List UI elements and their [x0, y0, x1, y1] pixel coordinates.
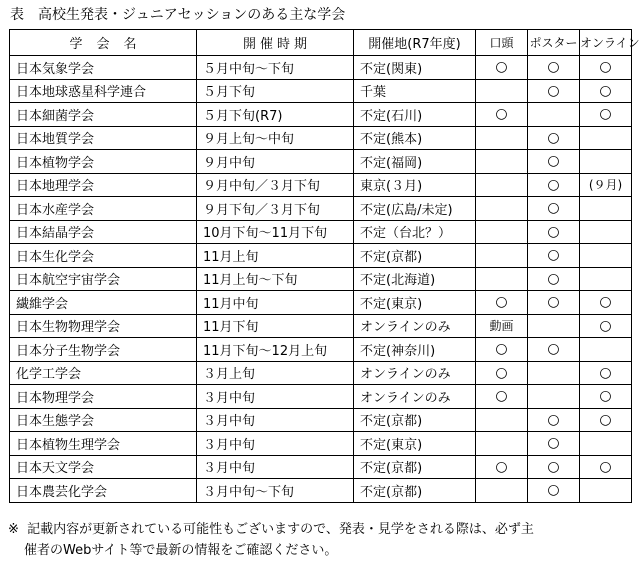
cell-place: 不定(東京)	[354, 291, 476, 315]
cell-place: 不定(京都)	[354, 479, 476, 503]
cell-poster	[528, 361, 580, 385]
cell-time: ３月中旬	[197, 408, 354, 432]
cell-name: 日本気象学会	[10, 56, 197, 80]
table-row	[10, 314, 632, 338]
cell-online: ○	[580, 314, 632, 338]
table-row	[10, 220, 632, 244]
table-row	[10, 126, 632, 150]
cell-online	[580, 244, 632, 268]
cell-poster: ○	[528, 244, 580, 268]
cell-online	[580, 197, 632, 221]
cell-online: ○	[580, 291, 632, 315]
cell-oral: ○	[476, 338, 528, 362]
table-row	[10, 479, 632, 503]
cell-online: ○	[580, 455, 632, 479]
cell-time: ５月下旬	[197, 79, 354, 103]
table-row	[10, 338, 632, 362]
cell-place: 不定(京都)	[354, 455, 476, 479]
column-header-poster: ポスター	[528, 30, 580, 56]
cell-time: 11月中旬	[197, 291, 354, 315]
cell-poster: ○	[528, 338, 580, 362]
cell-name: 繊維学会	[10, 291, 197, 315]
cell-oral	[476, 197, 528, 221]
cell-place: 不定(福岡)	[354, 150, 476, 174]
cell-time: ３月中旬～下旬	[197, 479, 354, 503]
table-header-row	[10, 30, 632, 56]
cell-name: 日本地理学会	[10, 173, 197, 197]
footnote-line-2: 催者のWebサイト等で最新の情報をご確認ください。	[24, 543, 338, 558]
column-header-place: 開催地(R7年度)	[354, 30, 476, 56]
cell-oral	[476, 408, 528, 432]
table-row	[10, 432, 632, 456]
cell-online	[580, 432, 632, 456]
cell-oral: ○	[476, 103, 528, 127]
cell-oral: ○	[476, 385, 528, 409]
column-header-oral: 口頭	[476, 30, 528, 56]
footnote-mark: ※	[8, 522, 19, 537]
table-row	[10, 150, 632, 174]
column-header-time: 開催時期	[197, 30, 354, 56]
table-row	[10, 173, 632, 197]
table-row	[10, 361, 632, 385]
cell-place: 不定(京都)	[354, 244, 476, 268]
cell-time: ５月中旬～下旬	[197, 56, 354, 80]
cell-oral	[476, 126, 528, 150]
cell-online: ○	[580, 408, 632, 432]
cell-poster: ○	[528, 432, 580, 456]
table-row	[10, 79, 632, 103]
column-header-online: オンライン	[580, 30, 632, 56]
cell-place: 不定(神奈川)	[354, 338, 476, 362]
cell-poster: ○	[528, 291, 580, 315]
table-row	[10, 197, 632, 221]
table-body	[10, 56, 632, 503]
cell-poster: ○	[528, 408, 580, 432]
caption-title: 高校生発表・ジュニアセッションのある主な学会	[38, 7, 346, 23]
cell-name: 日本生化学会	[10, 244, 197, 268]
cell-poster: ○	[528, 220, 580, 244]
cell-poster: ○	[528, 455, 580, 479]
cell-online: ○	[580, 56, 632, 80]
cell-time: 10月下旬～11月下旬	[197, 220, 354, 244]
cell-oral	[476, 267, 528, 291]
cell-time: ３月中旬	[197, 455, 354, 479]
caption-label: 表	[10, 7, 24, 23]
cell-time: 11月下旬～12月上旬	[197, 338, 354, 362]
table-row	[10, 455, 632, 479]
cell-name: 日本地球惑星科学連合	[10, 79, 197, 103]
cell-place: 不定(熊本)	[354, 126, 476, 150]
cell-online: ○	[580, 361, 632, 385]
cell-place: 不定(東京)	[354, 432, 476, 456]
cell-oral: 動画	[476, 314, 528, 338]
cell-oral	[476, 432, 528, 456]
cell-place: 千葉	[354, 79, 476, 103]
cell-poster: ○	[528, 56, 580, 80]
cell-name: 日本生物物理学会	[10, 314, 197, 338]
footnote	[8, 519, 632, 561]
cell-time: ３月中旬	[197, 385, 354, 409]
cell-place: 不定(京都)	[354, 408, 476, 432]
cell-online	[580, 126, 632, 150]
cell-time: ９月中旬	[197, 150, 354, 174]
cell-name: 日本分子生物学会	[10, 338, 197, 362]
cell-poster: ○	[528, 79, 580, 103]
cell-oral: ○	[476, 56, 528, 80]
cell-name: 日本航空宇宙学会	[10, 267, 197, 291]
cell-online	[580, 267, 632, 291]
cell-oral	[476, 244, 528, 268]
cell-online	[580, 220, 632, 244]
cell-name: 日本水産学会	[10, 197, 197, 221]
cell-online: ○	[580, 103, 632, 127]
cell-oral	[476, 79, 528, 103]
cell-online: (９月)	[580, 173, 632, 197]
cell-oral	[476, 173, 528, 197]
table-row	[10, 408, 632, 432]
cell-name: 化学工学会	[10, 361, 197, 385]
cell-time: ３月上旬	[197, 361, 354, 385]
cell-poster: ○	[528, 150, 580, 174]
cell-oral: ○	[476, 361, 528, 385]
cell-place: 不定（台北？）	[354, 220, 476, 244]
cell-name: 日本結晶学会	[10, 220, 197, 244]
cell-oral	[476, 479, 528, 503]
cell-name: 日本天文学会	[10, 455, 197, 479]
cell-online	[580, 150, 632, 174]
cell-time: 11月上旬	[197, 244, 354, 268]
cell-oral: ○	[476, 455, 528, 479]
cell-poster: ○	[528, 173, 580, 197]
cell-time: ９月中旬／３月下旬	[197, 173, 354, 197]
cell-time: 11月下旬	[197, 314, 354, 338]
cell-time: ９月上旬～中旬	[197, 126, 354, 150]
cell-place: 不定(石川)	[354, 103, 476, 127]
table-row	[10, 244, 632, 268]
cell-time: ９月下旬／３月下旬	[197, 197, 354, 221]
cell-name: 日本地質学会	[10, 126, 197, 150]
cell-poster	[528, 385, 580, 409]
cell-time: 11月上旬～下旬	[197, 267, 354, 291]
column-header-name: 学会名	[10, 30, 197, 56]
cell-online	[580, 479, 632, 503]
cell-poster: ○	[528, 267, 580, 291]
cell-oral	[476, 150, 528, 174]
cell-poster: ○	[528, 126, 580, 150]
cell-poster: ○	[528, 479, 580, 503]
cell-name: 日本農芸化学会	[10, 479, 197, 503]
cell-place: オンラインのみ	[354, 361, 476, 385]
conference-table	[9, 29, 640, 503]
cell-poster	[528, 314, 580, 338]
table-caption	[10, 6, 345, 24]
cell-name: 日本物理学会	[10, 385, 197, 409]
cell-place: 不定(北海道)	[354, 267, 476, 291]
table-row	[10, 385, 632, 409]
cell-poster: ○	[528, 197, 580, 221]
cell-name: 日本植物学会	[10, 150, 197, 174]
cell-name: 日本植物生理学会	[10, 432, 197, 456]
table-row	[10, 291, 632, 315]
table-row	[10, 267, 632, 291]
table-row	[10, 56, 632, 80]
cell-online: ○	[580, 385, 632, 409]
cell-place: 不定(関東)	[354, 56, 476, 80]
cell-place: 不定(広島/未定)	[354, 197, 476, 221]
cell-time: ５月下旬(R7)	[197, 103, 354, 127]
cell-oral: ○	[476, 291, 528, 315]
cell-name: 日本細菌学会	[10, 103, 197, 127]
cell-name: 日本生態学会	[10, 408, 197, 432]
cell-time: ３月中旬	[197, 432, 354, 456]
cell-place: オンラインのみ	[354, 385, 476, 409]
cell-poster	[528, 103, 580, 127]
cell-place: 東京(３月)	[354, 173, 476, 197]
table-row	[10, 103, 632, 127]
cell-oral	[476, 220, 528, 244]
cell-online: ○	[580, 79, 632, 103]
footnote-line-1: 記載内容が更新されている可能性もございますので、発表・見学をされる際は、必ず主	[27, 522, 534, 537]
cell-online	[580, 338, 632, 362]
cell-place: オンラインのみ	[354, 314, 476, 338]
